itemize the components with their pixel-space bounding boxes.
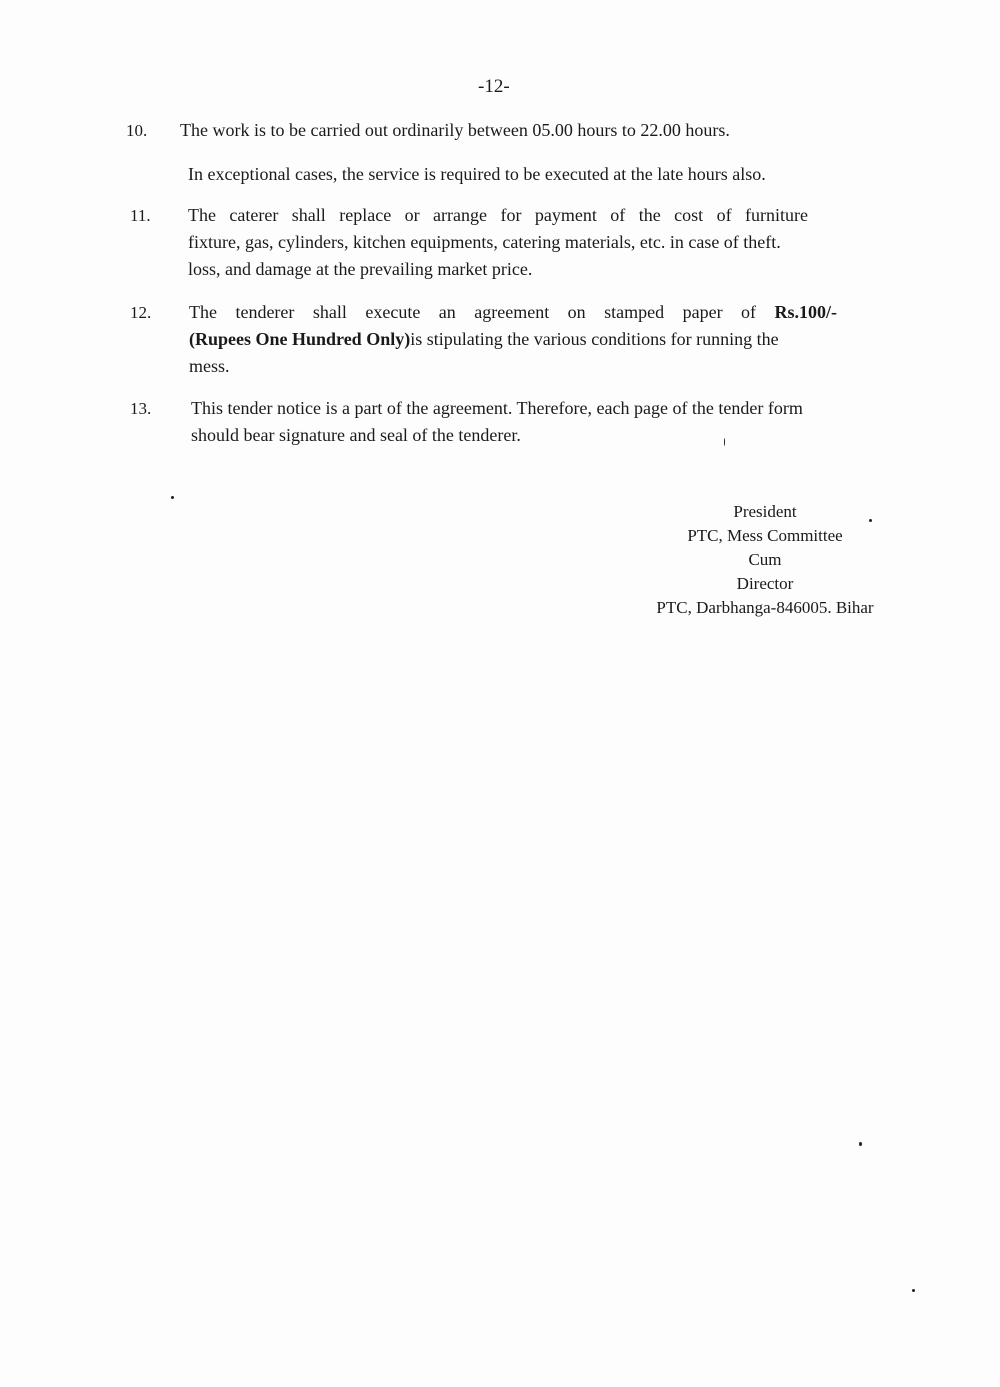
clause-line: This tender notice is a part of the agreement. Therefore, each page of the tender form: [191, 398, 803, 418]
clause-line: mess.: [189, 356, 230, 376]
scan-speck: [859, 1142, 862, 1146]
clause-note: In exceptional cases, the service is required to be executed at the late hours also.: [188, 164, 766, 184]
clause-line-text: is stipulating the various conditions for running the: [410, 329, 779, 349]
clause-text: [180, 117, 820, 144]
clause-number: 10.: [126, 121, 148, 140]
clause-line-text: The tenderer shall execute an agreement on stamped paper of: [189, 302, 775, 322]
scan-speck: [869, 519, 872, 522]
clause-line: The caterer shall replace or arrange for payment of the cost of furniture: [188, 205, 808, 225]
clause-line: [189, 326, 837, 353]
clause-line: [189, 299, 837, 326]
clause-line: The work is to be carried out ordinarily between 05.00 hours to 22.00 hours.: [180, 120, 730, 140]
scan-speck: [724, 438, 725, 446]
page-number: -12-: [478, 76, 510, 97]
clause-text: [191, 395, 861, 449]
signatory-designation: PTC, Mess Committee: [687, 526, 843, 545]
amount-text: Rs.100/-: [774, 302, 837, 322]
clause-line: should bear signature and seal of the tenderer.: [191, 425, 521, 445]
signatory-address: PTC, Darbhanga-846005. Bihar: [656, 598, 874, 617]
signatory-title: President: [733, 502, 797, 521]
clause-text: [189, 299, 837, 380]
clause-number: 12.: [130, 303, 152, 322]
amount-in-words: (Rupees One Hundred Only): [189, 329, 411, 349]
scan-speck: [912, 1289, 915, 1292]
clause-number: 11.: [130, 206, 151, 225]
signatory-designation: Cum: [748, 550, 782, 569]
signature-block: [640, 500, 890, 620]
clause-line: fixture, gas, cylinders, kitchen equipments, catering materials, etc. in case of theft.: [188, 232, 781, 252]
signatory-designation: Director: [736, 574, 794, 593]
clause-number: 13.: [130, 399, 152, 418]
scan-speck: [171, 496, 174, 499]
clause-text: [188, 202, 808, 283]
clause-line: loss, and damage at the prevailing market price.: [188, 259, 533, 279]
